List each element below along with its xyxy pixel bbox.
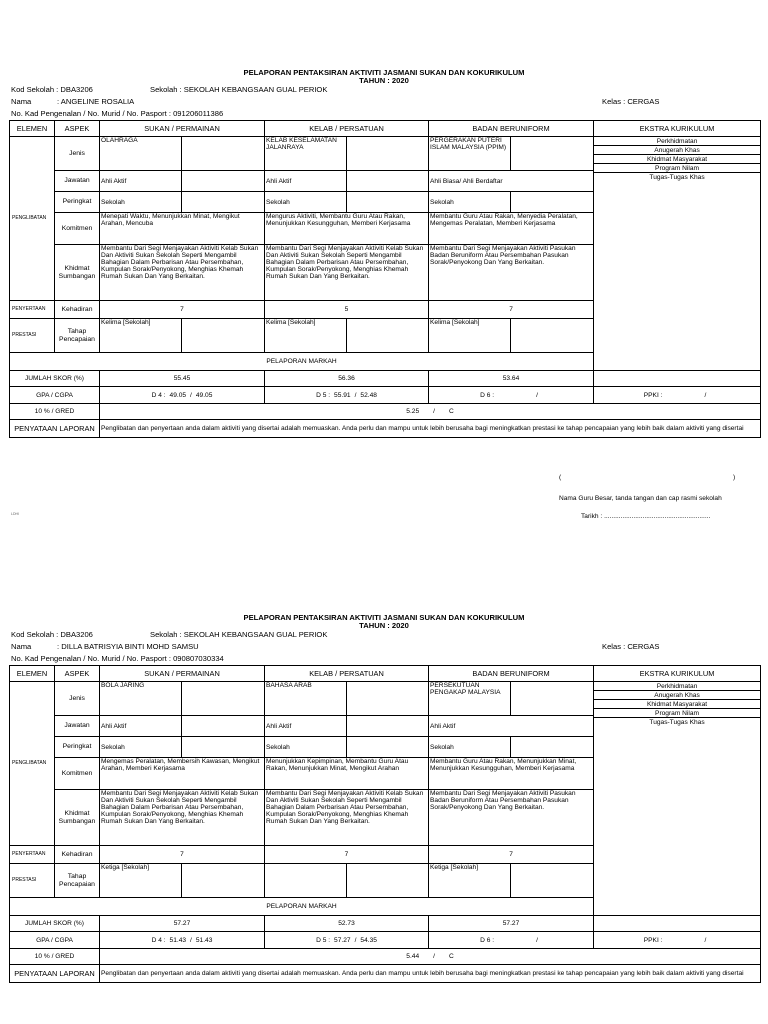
sukan-jawatan: Ahli Aktif: [100, 716, 182, 737]
kelab-jenis: KELAB KESELAMATAN JALANRAYA: [265, 137, 347, 171]
report-title: PELAPORAN PENTAKSIRAN AKTIVITI JASMANI SUKAN DAN KOKURIKULUM: [243, 613, 525, 622]
header-elemen: ELEMEN: [10, 666, 55, 682]
ekstra-kurikulum-list: [594, 682, 761, 916]
gpa-d4: D 4 : 51.43 / 51.43: [100, 932, 265, 949]
kelab-komitmen: Mengurus Aktiviti, Membantu Guru Atau Rakan, Menunjukkan Kesungguhan, Memberi Kerjasama: [265, 213, 429, 245]
aspect-kehadiran: Kehadiran: [55, 846, 100, 864]
sukan-peringkat: Sekolah: [100, 737, 182, 758]
jumlah-skor-kelab: 52.73: [265, 916, 429, 932]
badan-jawatan: Ahli Biasa/ Ahli Berdaftar: [429, 171, 594, 192]
badan-komitmen: Membantu Guru Atau Rakan, Menyedia Peralatan, Mengemas Peralatan, Memberi Kerjasama: [429, 213, 594, 245]
sukan-jawatan: Ahli Aktif: [100, 171, 182, 192]
ekstra-kurikulum-list: [594, 137, 761, 371]
sukan-komitmen: Mengemas Peralatan, Membersih Kawasan, Mengikut Arahan, Memberi Kerjasama: [100, 758, 265, 790]
penyataan-text: Penglibatan dan penyertaan anda dalam aktiviti yang disertai adalah memuaskan. Anda perlu dan mampu untuk lebih berusaha bagi meningkatkan prestasi ke tahap pencapaian yang lebih baik dalam aktiviti yang disertai: [100, 965, 761, 983]
ekstra-program-nilam: Program Nilam: [594, 164, 760, 173]
sekolah-name: Sekolah : SEKOLAH KEBANGSAAN GUAL PERIOK: [150, 630, 328, 639]
tarikh-line: Tarikh : ..........................................................: [581, 513, 711, 520]
gpa-d5: D 5 : 55.91 / 52.48: [265, 387, 429, 404]
sekolah-name: Sekolah : SEKOLAH KEBANGSAAN GUAL PERIOK: [150, 85, 328, 94]
gred-value: 5.44 / C: [100, 949, 761, 965]
gpa-d4: D 4 : 49.05 / 49.05: [100, 387, 265, 404]
kelas: Kelas : CERGAS: [602, 97, 660, 106]
penyataan-label: PENYATAAN LAPORAN: [10, 420, 100, 438]
badan-tahap: Kelima [Sekolah]: [429, 319, 511, 353]
header-badan: BADAN BERUNIFORM: [429, 121, 594, 137]
kelab-jenis: BAHASA ARAB: [265, 682, 347, 716]
badan-tahap: Ketiga [Sekolah]: [429, 864, 511, 898]
signature-open: (: [559, 474, 562, 481]
jumlah-skor-label: JUMLAH SKOR (%): [10, 916, 100, 932]
aspect-kehadiran: Kehadiran: [55, 301, 100, 319]
kelab-jawatan: Ahli Aktif: [265, 171, 347, 192]
header-kelab: KELAB / PERSATUAN: [265, 121, 429, 137]
header-kelab: KELAB / PERSATUAN: [265, 666, 429, 682]
badan-kehadiran: 7: [429, 846, 594, 864]
jumlah-skor-sukan: 57.27: [100, 916, 265, 932]
gpa-d5: D 5 : 57.27 / 54.35: [265, 932, 429, 949]
badan-jenis: PERGERAKAN PUTERI ISLAM MALAYSIA (PPIM): [429, 137, 511, 171]
penyataan-text: Penglibatan dan penyertaan anda dalam aktiviti yang disertai adalah memuaskan. Anda perlu dan mampu untuk lebih berusaha bagi meningkatkan prestasi ke tahap pencapaian yang lebih baik dalam aktiviti yang disertai: [100, 420, 761, 438]
gpa-ppki: PPKI : /: [594, 387, 761, 404]
aspect-jawatan: Jawatan: [55, 716, 100, 737]
report-year: TAHUN : 2020: [359, 76, 409, 85]
kelab-peringkat: Sekolah: [265, 737, 347, 758]
jumlah-skor-kelab: 56.36: [265, 371, 429, 387]
ekstra-khidmat-masyarakat: Khidmat Masyarakat: [594, 700, 760, 709]
header-aspek: ASPEK: [55, 121, 100, 137]
header-aspek: ASPEK: [55, 666, 100, 682]
ekstra-tugas-khas: Tugas-Tugas Khas: [649, 719, 705, 726]
badan-jawatan: Ahli Aktif: [429, 716, 594, 737]
badan-peringkat: Sekolah: [429, 192, 511, 213]
gred-label: 10 % / GRED: [10, 949, 100, 965]
kelab-tahap: [265, 864, 347, 898]
report-table: [9, 665, 761, 983]
pelaporan-markah-heading: PELAPORAN MARKAH: [10, 353, 594, 371]
badan-kehadiran: 7: [429, 301, 594, 319]
element-penglibatan: PENGLIBATAN: [10, 682, 55, 846]
gpa-label: GPA / CGPA: [10, 387, 100, 404]
no-kad-pengenalan: No. Kad Pengenalan / No. Murid / No. Pasport : 091206011386: [11, 109, 224, 118]
kelab-khidmat: Membantu Dari Segi Menjayakan Aktiviti Kelab Sukan Dan Aktiviti Sukan Sekolah Seperti Mengambil Bahagian Dalam Perbarisan Atau Persembahan, Kumpulan Sorak/Penyokong, Menghias Khemah Rumah Sukan Dan Yang Berkaitan.: [265, 790, 429, 846]
jumlah-skor-badan: 57.27: [429, 916, 594, 932]
nama-label: Nama: [11, 642, 32, 651]
sukan-jenis: OLAHRAGA: [100, 137, 182, 171]
report-title: PELAPORAN PENTAKSIRAN AKTIVITI JASMANI SUKAN DAN KOKURIKULUM: [243, 68, 525, 77]
ekstra-khidmat-masyarakat: Khidmat Masyarakat: [594, 155, 760, 164]
sukan-tahap: Kelima [Sekolah]: [100, 319, 182, 353]
jumlah-skor-sukan: 55.45: [100, 371, 265, 387]
header-badan: BADAN BERUNIFORM: [429, 666, 594, 682]
header-elemen: ELEMEN: [10, 121, 55, 137]
kelab-kehadiran: 5: [265, 301, 429, 319]
small-mark: LDHI: [11, 512, 19, 516]
aspect-tahap-pencapaian: Tahap Pencapaian: [55, 864, 100, 898]
aspect-jenis: Jenis: [55, 137, 100, 171]
element-penglibatan: PENGLIBATAN: [10, 137, 55, 301]
gpa-label: GPA / CGPA: [10, 932, 100, 949]
aspect-peringkat: Peringkat: [55, 737, 100, 758]
aspect-komitmen: Komitmen: [55, 213, 100, 245]
header-ekstra: EKSTRA KURIKULUM: [594, 666, 761, 682]
student-name: : ANGELINE ROSALIA: [57, 97, 135, 106]
ekstra-tugas-khas: Tugas-Tugas Khas: [649, 174, 705, 181]
signature-close: ): [733, 474, 736, 481]
ekstra-program-nilam: Program Nilam: [594, 709, 760, 718]
aspect-jawatan: Jawatan: [55, 171, 100, 192]
kod-sekolah: Kod Sekolah : DBA3206: [11, 630, 93, 639]
sukan-tahap: Ketiga [Sekolah]: [100, 864, 182, 898]
aspect-jenis: Jenis: [55, 682, 100, 716]
kelab-jawatan: Ahli Aktif: [265, 716, 347, 737]
badan-komitmen: Membantu Guru Atau Rakan, Menunjukkan Minat, Menunjukkan Kesungguhan, Memberi Kerjasama: [429, 758, 594, 790]
aspect-khidmat-sumbangan: Khidmat Sumbangan: [55, 245, 100, 301]
student-name: : DILLA BATRISYIA BINTI MOHD SAMSU: [57, 642, 199, 651]
penyataan-label: PENYATAAN LAPORAN: [10, 965, 100, 983]
gred-label: 10 % / GRED: [10, 404, 100, 420]
ekstra-perkhidmatan: Perkhidmatan: [594, 137, 760, 146]
element-prestasi: PRESTASI: [10, 864, 55, 898]
aspect-peringkat: Peringkat: [55, 192, 100, 213]
badan-jenis: PERSEKUTUAN PENGAKAP MALAYSIA: [429, 682, 511, 716]
kelab-komitmen: Menunjukkan Kepimpinan, Membantu Guru Atau Rakan, Menunjukkan Minat, Mengikut Arahan: [265, 758, 429, 790]
ekstra-perkhidmatan: Perkhidmatan: [594, 682, 760, 691]
report-table: [9, 120, 761, 438]
signature-caption: Nama Guru Besar, tanda tangan dan cap rasmi sekolah: [559, 495, 722, 502]
gpa-d6: D 6 : /: [429, 932, 594, 949]
element-penyertaan: PENYERTAAN: [10, 301, 55, 319]
gpa-ppki: PPKI : /: [594, 932, 761, 949]
sukan-kehadiran: 7: [100, 846, 265, 864]
kelab-kehadiran: 7: [265, 846, 429, 864]
element-prestasi: PRESTASI: [10, 319, 55, 353]
badan-khidmat: Membantu Dari Segi Menjayakan Aktiviti Pasukan Badan Beruniform Atau Persembahan Pasukan Sorak/Penyokong Dan Yang Berkaitan.: [429, 790, 594, 846]
sukan-khidmat: Membantu Dari Segi Menjayakan Aktiviti Kelab Sukan Dan Aktiviti Sukan Sekolah Seperti Mengambil Bahagian Dalam Perbarisan Atau Persembahan, Kumpulan Sorak/Penyokong, Menghias Khemah Rumah Sukan Dan Yang Berkaitan.: [100, 245, 265, 301]
kelab-tahap: Kelima [Sekolah]: [265, 319, 347, 353]
nama-label: Nama: [11, 97, 32, 106]
aspect-komitmen: Komitmen: [55, 758, 100, 790]
header-ekstra: EKSTRA KURIKULUM: [594, 121, 761, 137]
kelab-peringkat: Sekolah: [265, 192, 347, 213]
jumlah-skor-label: JUMLAH SKOR (%): [10, 371, 100, 387]
pelaporan-markah-heading: PELAPORAN MARKAH: [10, 898, 594, 916]
header-sukan: SUKAN / PERMAINAN: [100, 666, 265, 682]
gpa-d6: D 6 : /: [429, 387, 594, 404]
no-kad-pengenalan: No. Kad Pengenalan / No. Murid / No. Pasport : 090807030334: [11, 654, 224, 663]
sukan-kehadiran: 7: [100, 301, 265, 319]
jumlah-skor-badan: 53.64: [429, 371, 594, 387]
sukan-komitmen: Menepati Waktu, Menunjukkan Minat, Mengikut Arahan, Mencuba: [100, 213, 265, 245]
kod-sekolah: Kod Sekolah : DBA3206: [11, 85, 93, 94]
report-year: TAHUN : 2020: [359, 621, 409, 630]
badan-khidmat: Membantu Dari Segi Menjayakan Aktiviti Pasukan Badan Beruniform Atau Persembahan Pasukan Sorak/Penyokong Dan Yang Berkaitan.: [429, 245, 594, 301]
ekstra-anugerah-khas: Anugerah Khas: [594, 146, 760, 155]
ekstra-anugerah-khas: Anugerah Khas: [594, 691, 760, 700]
sukan-peringkat: Sekolah: [100, 192, 182, 213]
sukan-jenis: BOLA JARING: [100, 682, 182, 716]
gred-value: 5.25 / C: [100, 404, 761, 420]
kelas: Kelas : CERGAS: [602, 642, 660, 651]
aspect-khidmat-sumbangan: Khidmat Sumbangan: [55, 790, 100, 846]
sukan-khidmat: Membantu Dari Segi Menjayakan Aktiviti Kelab Sukan Dan Aktiviti Sukan Sekolah Seperti Mengambil Bahagian Dalam Perbarisan Atau Persembahan, Kumpulan Sorak/Penyokong, Menghias Khemah Rumah Sukan Dan Yang Berkaitan.: [100, 790, 265, 846]
header-sukan: SUKAN / PERMAINAN: [100, 121, 265, 137]
aspect-tahap-pencapaian: Tahap Pencapaian: [55, 319, 100, 353]
badan-peringkat: Sekolah: [429, 737, 511, 758]
element-penyertaan: PENYERTAAN: [10, 846, 55, 864]
kelab-khidmat: Membantu Dari Segi Menjayakan Aktiviti Kelab Sukan Dan Aktiviti Sukan Sekolah Seperti Mengambil Bahagian Dalam Perbarisan Atau Persembahan, Kumpulan Sorak/Penyokong, Menghias Khemah Rumah Sukan Dan Yang Berkaitan.: [265, 245, 429, 301]
